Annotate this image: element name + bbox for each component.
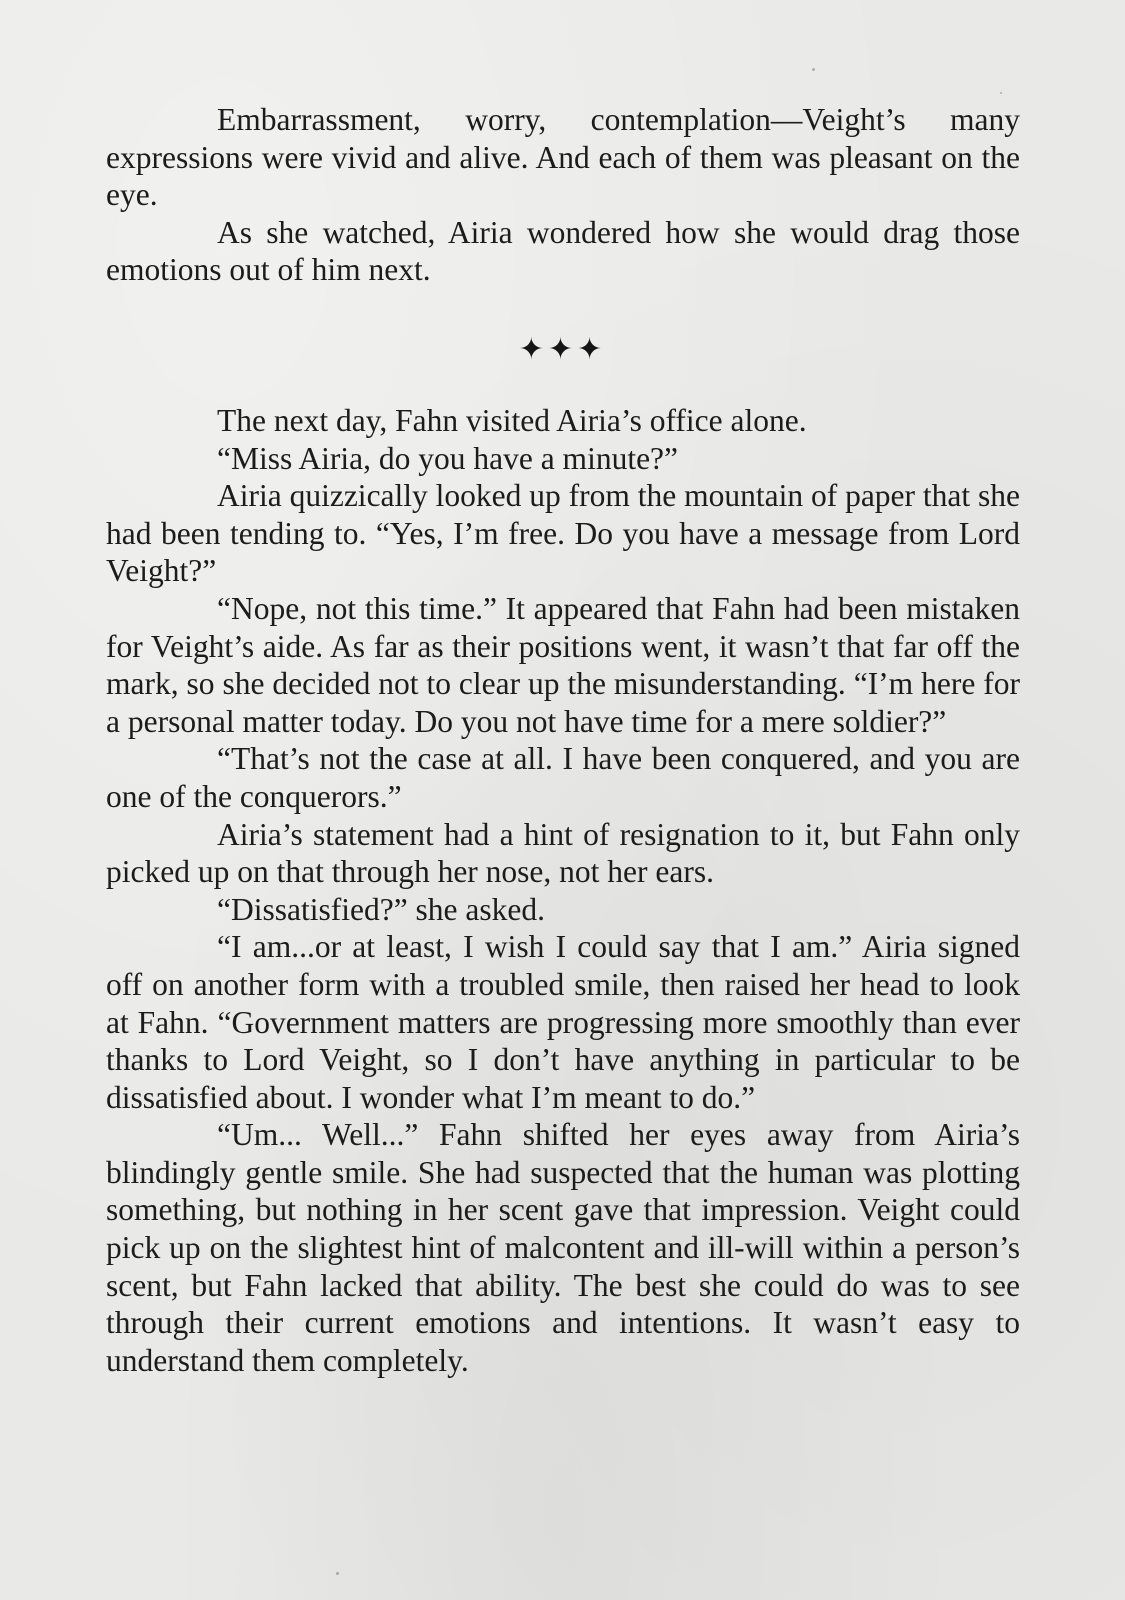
scene-break-ornament: ✦✦✦ [518, 332, 607, 367]
paper-speck [1000, 92, 1002, 94]
paragraph: “Miss Airia, do you have a minute?” [217, 440, 679, 476]
paragraph: As she watched, Airia wondered how she would drag those emotions out of him next. [106, 214, 1020, 288]
paragraph: Embarrassment, worry, contemplation—Veight’s many expressions were vivid and alive. And each of them was pleasant on the eye. [106, 102, 1020, 213]
top-section [106, 101, 1020, 289]
paragraph: Airia’s statement had a hint of resignation to it, but Fahn only picked up on that through her nose, not her ears. [106, 816, 1020, 890]
paragraph: Airia quizzically looked up from the mountain of paper that she had been tending to. “Yes, I’m free. Do you have a message from Lord Veight?” [106, 478, 1021, 589]
paragraph: The next day, Fahn visited Airia’s office alone. [217, 403, 807, 438]
paragraph: “That’s not the case at all. I have been conquered, and you are one of the conquerors.” [106, 741, 1020, 814]
paper-speck [336, 1572, 339, 1575]
paragraph: “Dissatisfied?” she asked. [217, 891, 546, 927]
paragraph: “Um... Well...” Fahn shifted her eyes away from Airia’s blindingly gentle smile. She had suspected that the human was plotting something, but nothing in her scent gave that impression. Veight could pick up on the slightest hint of malcontent and ill-will within a person’s scent, but Fahn lacked that ability. The best she could do was to see through their current emotions and intentions. It wasn’t easy to understand them completely. [106, 1117, 1020, 1378]
paragraph: “I am...or at least, I wish I could say that I am.” Airia signed off on another form with a troubled smile, then raised her head to look at Fahn. “Government matters are progressing more smoothly than ever thanks to Lord Veight, so I don’t have anything in particular to be dissatisfied about. I wonder what I’m meant to do.” [106, 929, 1020, 1115]
paragraph: “Nope, not this time.” It appeared that Fahn had been mistaken for Veight’s aide. As far as their positions went, it wasn’t that far off the mark, so she decided not to clear up the misunderstanding. “I’m here for a personal matter today. Do you not have time for a mere soldier?” [106, 590, 1020, 739]
main-section [106, 402, 1020, 1379]
paper-speck [812, 68, 815, 71]
